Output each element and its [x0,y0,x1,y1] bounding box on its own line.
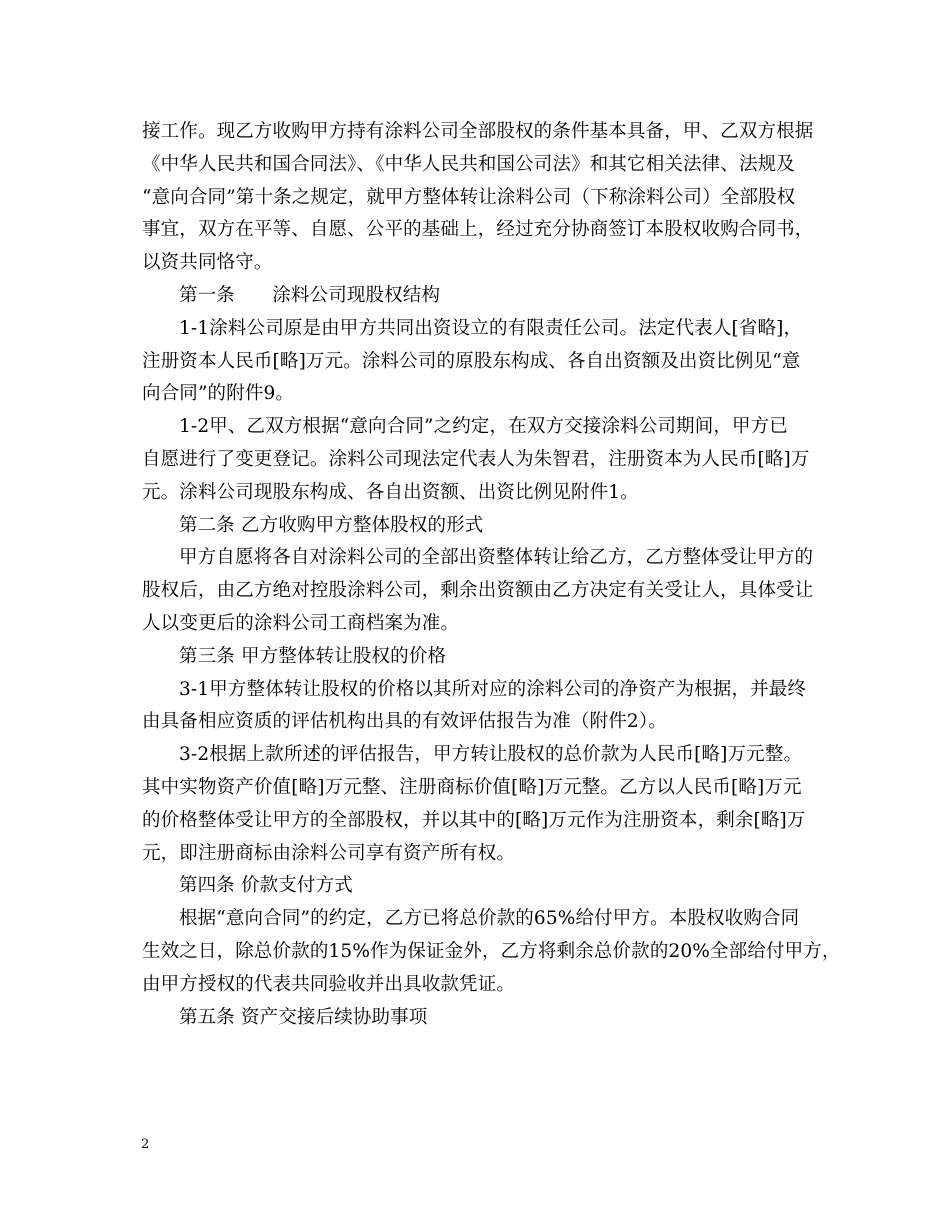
paragraph-line: 的价格整体受让甲方的全部股权，并以其中的[略]万元作为注册资本，剩余[略]万 [142,809,806,831]
paragraph-line: 向合同”的附件9。 [142,383,295,405]
paragraph-line: 元。涂料公司现股东构成、各自出资额、出资比例见附件1。 [142,481,639,503]
article-heading: 第一条 涂料公司现股权结构 [179,284,441,306]
paragraph-line: 注册资本人民币[略]万元。涂料公司的原股东构成、各自出资额及出资比例见“意 [142,350,801,372]
article-heading: 第四条 价款支付方式 [179,875,353,897]
paragraph-line: 以资共同恪守。 [142,252,273,274]
paragraph-line: 事宜，双方在平等、自愿、公平的基础上，经过充分协商签订本股权收购合同书， [142,219,814,241]
paragraph-line: 自愿进行了变更登记。涂料公司现法定代表人为朱智君，注册资本为人民币[略]万 [142,448,810,470]
article-heading: 第三条 甲方整体转让股权的价格 [179,645,447,667]
paragraph-line: 甲方自愿将各自对涂料公司的全部出资整体转让给乙方，乙方整体受让甲方的 [179,547,814,569]
paragraph-line: “意向合同”第十条之规定，就甲方整体转让涂料公司（下称涂料公司）全部股权 [142,186,796,208]
paragraph-line: 人以变更后的涂料公司工商档案为准。 [142,612,460,634]
paragraph-line: 由具备相应资质的评估机构出具的有效评估报告为准（附件2）。 [142,711,667,733]
paragraph-line: 生效之日，除总价款的15%作为保证金外，乙方将剩余总价款的20%全部给付甲方， [142,940,841,962]
paragraph-line: 由甲方授权的代表共同验收并出具收款凭证。 [142,973,516,995]
paragraph-line: 股权后，由乙方绝对控股涂料公司，剩余出资额由乙方决定有关受让人，具体受让 [142,580,814,602]
paragraph-line: 根据“意向合同”的约定，乙方已将总价款的65%给付甲方。本股权收购合同 [179,908,800,930]
paragraph-line: 3-1甲方整体转让股权的价格以其所对应的涂料公司的净资产为根据，并最终 [179,678,807,700]
document-body [142,116,841,1034]
article-heading: 第二条 乙方收购甲方整体股权的形式 [179,514,484,536]
paragraph-line: 其中实物资产价值[略]万元整、注册商标价值[略]万元整。乙方以人民币[略]万元 [142,776,802,798]
page-number: 2 [141,1137,150,1152]
paragraph-line: 《中华人民共和国合同法》、《中华人民共和国公司法》和其它相关法律、法规及 [142,153,795,175]
paragraph-line: 3-2根据上款所述的评估报告，甲方转让股权的总价款为人民币[略]万元整。 [179,744,803,766]
paragraph-line: 1-1涂料公司原是由甲方共同出资设立的有限责任公司。法定代表人[省略]， [179,317,803,339]
paragraph-line: 元，即注册商标由涂料公司享有资产所有权。 [142,842,516,864]
paragraph-line: 接工作。现乙方收购甲方持有涂料公司全部股权的条件基本具备，甲、乙双方根据 [142,121,814,142]
paragraph-line: 1-2甲、乙双方根据“意向合同”之约定，在双方交接涂料公司期间，甲方已 [179,416,788,438]
article-heading: 第五条 资产交接后续协助事项 [179,1006,428,1028]
